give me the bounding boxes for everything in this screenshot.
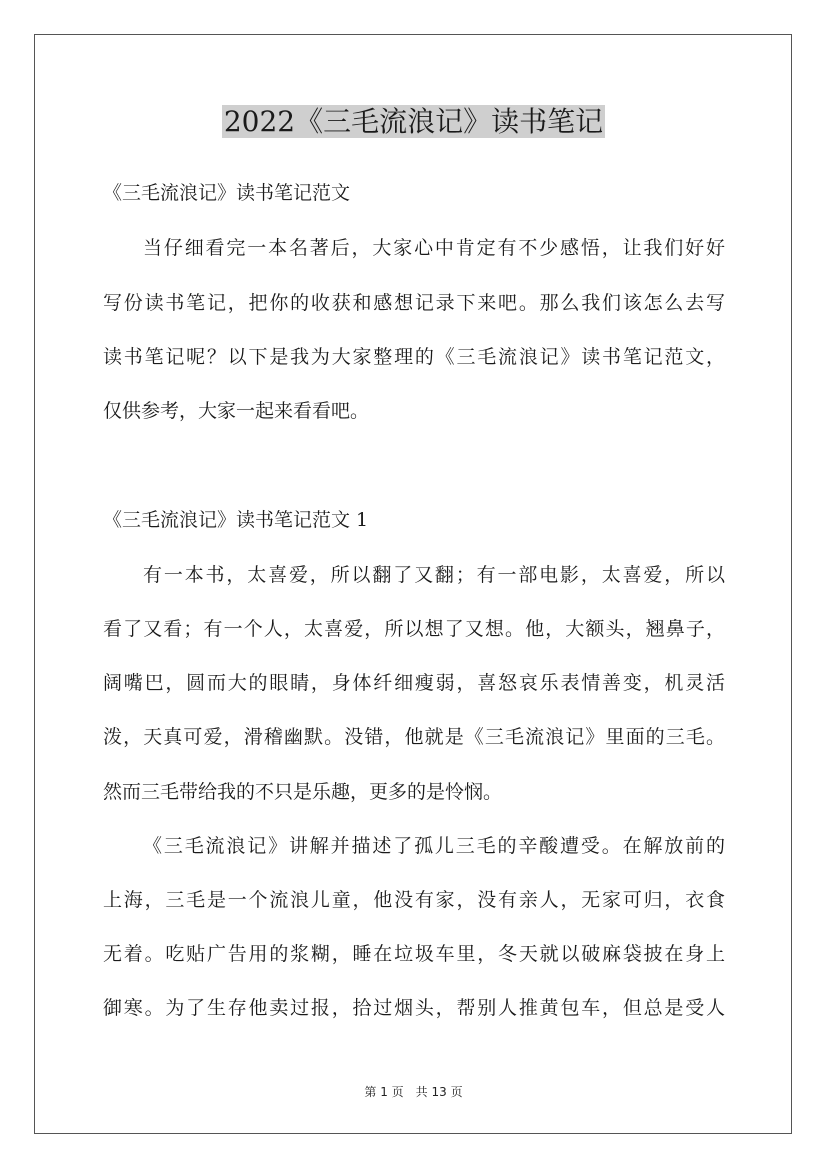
subheading-fanwen: 《三毛流浪记》读书笔记范文 <box>103 182 351 204</box>
intro-line-4: 仅供参考，大家一起来看看吧。 <box>103 400 370 422</box>
intro-line-1: 当仔细看完一本名著后，大家心中肯定有不少感悟，让我们好好 <box>143 237 725 259</box>
paragraph-2-line-1: 《三毛流浪记》讲解并描述了孤儿三毛的辛酸遭受。在解放前的 <box>143 835 725 857</box>
paragraph-1-line-3: 阔嘴巴，圆而大的眼睛，身体纤细瘦弱，喜怒哀乐表情善变，机灵活 <box>103 672 725 694</box>
paragraph-1-line-2: 看了又看；有一个人，太喜爱，所以想了又想。他，大额头，翘鼻子， <box>103 618 725 640</box>
document-title-text: 2022《三毛流浪记》读书笔记 <box>223 105 604 138</box>
paragraph-2-line-3: 无着。吃贴广告用的浆糊，睡在垃圾车里，冬天就以破麻袋披在身上 <box>103 943 725 965</box>
paragraph-1-line-1: 有一本书，太喜爱，所以翻了又翻；有一部电影，太喜爱，所以 <box>143 564 725 586</box>
intro-line-2: 写份读书笔记，把你的收获和感想记录下来吧。那么我们该怎么去写 <box>103 292 725 314</box>
page-number-footer: 第 1 页 共 13 页 <box>364 1085 463 1099</box>
paragraph-2-line-2: 上海，三毛是一个流浪儿童，他没有家，没有亲人，无家可归，衣食 <box>103 889 725 911</box>
subheading-fanwen-1: 《三毛流浪记》读书笔记范文 1 <box>103 509 369 531</box>
paragraph-2-line-4: 御寒。为了生存他卖过报，拾过烟头，帮别人推黄包车，但总是受人 <box>103 997 725 1019</box>
intro-line-3: 读书笔记呢？以下是我为大家整理的《三毛流浪记》读书笔记范文， <box>103 346 725 368</box>
paragraph-1-line-5: 然而三毛带给我的不只是乐趣，更多的是怜悯。 <box>103 781 503 803</box>
paragraph-1-line-4: 泼，天真可爱，滑稽幽默。没错，他就是《三毛流浪记》里面的三毛。 <box>103 726 725 748</box>
document-title <box>0 100 827 144</box>
